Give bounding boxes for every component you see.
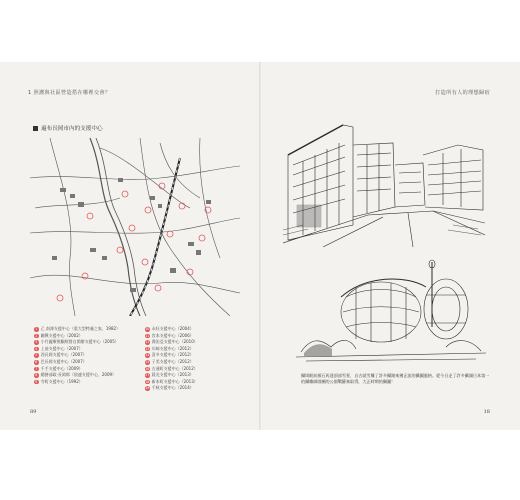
page-number-right: 18	[483, 409, 490, 415]
running-header-left: 1 照護與社區營造搭在哪裡交會？	[28, 90, 111, 96]
legend-label: 宮本支援中心（2006）	[151, 332, 194, 338]
section-heading	[33, 124, 103, 132]
marker-number: 5	[35, 353, 38, 358]
legend-item	[34, 359, 154, 366]
square-bullet-icon	[33, 126, 38, 131]
marker-number: 3	[35, 340, 38, 345]
marker-number: 4	[35, 346, 38, 351]
marker-number: 17	[145, 373, 150, 378]
legend-item	[34, 352, 154, 359]
marker-number: 18	[145, 379, 150, 384]
marker-number: 7	[35, 366, 38, 371]
legend-item	[145, 339, 265, 346]
street-sketch-illustration	[283, 115, 485, 247]
legend-label: 永旺支援中心（2004）	[151, 326, 194, 331]
legend-label: 晨光支援中心（2013）	[151, 372, 194, 378]
marker-number: 12	[145, 340, 150, 345]
section-title: 遍布長岡市內的支援中心	[41, 126, 103, 132]
legend-label: 古通町支援中心（2012）	[151, 365, 198, 371]
running-header-right: 打造所有人的理想歸宿	[435, 90, 490, 96]
legend-item	[145, 326, 265, 333]
legend-label: 關興支援中心（2002）	[40, 332, 83, 338]
legend-label: 巴長岡支援中心（2007）	[40, 358, 87, 364]
legend-label: 寺町支援中心（1992）	[40, 378, 83, 384]
city-map-illustration	[30, 138, 240, 316]
page-number-left: 89	[30, 409, 37, 415]
marker-number: 2	[35, 333, 38, 338]
legend-item	[145, 352, 265, 359]
legend-item	[145, 359, 265, 366]
legend-label: 小竹麗療照顧經營自開辦支援中心（2005）	[40, 339, 119, 345]
marker-number: 8	[35, 373, 38, 378]
legend-label: 千秋支援中心（2014）	[151, 385, 194, 391]
marker-number: 19	[145, 386, 150, 391]
legend-item	[145, 385, 265, 392]
legend-label: 上前支援中心（2007）	[40, 345, 83, 351]
legend-item	[34, 326, 154, 333]
legend-label: 子美支援中心（2012）	[151, 358, 194, 364]
marker-number: 13	[145, 346, 150, 351]
legend-label: 喜多支援中心（2012）	[151, 352, 194, 358]
legend-label: 川崎支援中心（2012）	[151, 345, 194, 351]
legend-column-right	[145, 326, 265, 392]
marker-number: 10	[145, 327, 150, 331]
legend-label: 總務部政·長岡郎（依連支援中心，2009）	[40, 372, 117, 378]
marker-number: 1	[35, 327, 38, 331]
marker-number: 6	[35, 359, 38, 364]
legend-item	[34, 379, 154, 386]
legend-label: 乙 南澤支援中心（重大型特養之家，1982）	[40, 326, 121, 331]
legend-label: 喬治亞支援中心（2010）	[151, 339, 198, 345]
marker-number: 9	[35, 379, 38, 384]
sake-barrel-sketch-illustration	[296, 257, 486, 365]
legend-label: 西長岡支援中心（2007）	[40, 352, 87, 358]
legend-label: 千手支援中心（2009）	[40, 365, 83, 371]
legend-item	[145, 372, 265, 379]
legend-item	[34, 372, 154, 379]
marker-number: 16	[145, 366, 150, 371]
illustration-caption: 攝岡駅前雁石馬達頂部雪景，自古就雪雕了許多攝湖來佛正流的攝圖風格。從今日走了許多攝湖日本第一的攝雕師園團的公園戰羅來取得，大正時期的攝圖！	[301, 373, 490, 385]
legend-column-left	[34, 326, 154, 385]
legend-label: 新本町支援中心（2013）	[151, 378, 198, 384]
marker-number: 15	[145, 359, 150, 364]
marker-number: 11	[145, 333, 150, 338]
marker-number: 14	[145, 353, 150, 358]
legend-item	[34, 339, 154, 346]
